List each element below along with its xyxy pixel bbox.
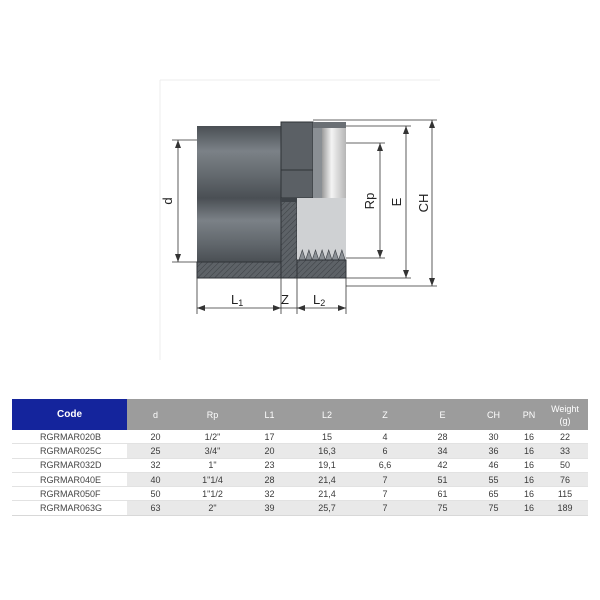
cell-ch: 65 xyxy=(471,487,516,501)
cell-code: RGRMAR050F xyxy=(12,487,127,501)
table-row xyxy=(12,444,588,458)
cell-l2: 25,7 xyxy=(298,501,356,515)
cell-e: 28 xyxy=(414,430,471,444)
label-rp: Rp xyxy=(362,192,377,210)
metal-section xyxy=(297,260,346,278)
cell-weight: 50 xyxy=(542,458,588,472)
cell-e: 34 xyxy=(414,444,471,458)
header-ch: CH xyxy=(471,399,516,430)
cell-l2: 19,1 xyxy=(298,458,356,472)
table-row xyxy=(12,501,588,515)
dimension-d xyxy=(172,140,197,262)
cell-pn: 16 xyxy=(516,458,542,472)
cell-ch: 30 xyxy=(471,430,516,444)
cell-weight: 76 xyxy=(542,472,588,486)
label-ch: CH xyxy=(416,193,431,213)
cell-l1: 28 xyxy=(241,472,298,486)
cell-d: 63 xyxy=(127,501,184,515)
cell-rp: 2" xyxy=(184,501,241,515)
metal-insert-cap xyxy=(313,122,346,128)
header-code: Code xyxy=(12,399,127,430)
fitting-body xyxy=(197,122,346,278)
cell-weight: 115 xyxy=(542,487,588,501)
cell-l1: 23 xyxy=(241,458,298,472)
cell-d: 25 xyxy=(127,444,184,458)
metal-insert-shine xyxy=(322,126,346,198)
table-row xyxy=(12,430,588,444)
cell-l2: 21,4 xyxy=(298,487,356,501)
socket-body-upper xyxy=(197,126,281,198)
threaded-bore xyxy=(297,198,346,260)
cell-d: 40 xyxy=(127,472,184,486)
cell-code: RGRMAR020B xyxy=(12,430,127,444)
cell-weight: 33 xyxy=(542,444,588,458)
cell-z: 6 xyxy=(356,444,414,458)
cell-weight: 189 xyxy=(542,501,588,515)
cell-pn: 16 xyxy=(516,501,542,515)
cell-d: 32 xyxy=(127,458,184,472)
cell-l2: 15 xyxy=(298,430,356,444)
label-z: Z xyxy=(281,292,289,307)
cell-pn: 16 xyxy=(516,444,542,458)
cell-z: 6,6 xyxy=(356,458,414,472)
header-pn: PN xyxy=(516,399,542,430)
header-l1: L1 xyxy=(241,399,298,430)
header-rp: Rp xyxy=(184,399,241,430)
label-l2: L2 xyxy=(313,292,326,308)
cell-z: 7 xyxy=(356,501,414,515)
cell-z: 7 xyxy=(356,472,414,486)
socket-bore xyxy=(197,198,281,262)
cell-code: RGRMAR063G xyxy=(12,501,127,515)
label-d: d xyxy=(160,197,175,205)
table-row xyxy=(12,472,588,486)
cell-e: 61 xyxy=(414,487,471,501)
cell-weight: 22 xyxy=(542,430,588,444)
cell-code: RGRMAR032D xyxy=(12,458,127,472)
cell-pn: 16 xyxy=(516,487,542,501)
header-z: Z xyxy=(356,399,414,430)
cell-z: 7 xyxy=(356,487,414,501)
cell-l1: 17 xyxy=(241,430,298,444)
cell-ch: 46 xyxy=(471,458,516,472)
table-row xyxy=(12,487,588,501)
hex-nut-upper xyxy=(281,122,313,198)
cell-d: 50 xyxy=(127,487,184,501)
header-l2: L2 xyxy=(298,399,356,430)
specs-table xyxy=(12,399,588,516)
dimension-bottom xyxy=(197,278,346,314)
cell-pn: 16 xyxy=(516,472,542,486)
cell-l1: 20 xyxy=(241,444,298,458)
label-l1: L1 xyxy=(231,292,244,308)
cell-l2: 16,3 xyxy=(298,444,356,458)
cell-l1: 39 xyxy=(241,501,298,515)
cell-ch: 55 xyxy=(471,472,516,486)
cell-e: 51 xyxy=(414,472,471,486)
cell-rp: 1"1/2 xyxy=(184,487,241,501)
table-header-row xyxy=(12,399,588,430)
cell-e: 42 xyxy=(414,458,471,472)
hex-section xyxy=(281,198,297,278)
cell-pn: 16 xyxy=(516,430,542,444)
label-e: E xyxy=(389,197,404,207)
cell-l1: 32 xyxy=(241,487,298,501)
cell-rp: 1"1/4 xyxy=(184,472,241,486)
cell-z: 4 xyxy=(356,430,414,444)
cell-code: RGRMAR025C xyxy=(12,444,127,458)
cell-ch: 75 xyxy=(471,501,516,515)
cell-code: RGRMAR040E xyxy=(12,472,127,486)
header-weight-line2: (g) xyxy=(559,415,571,426)
cell-rp: 1/2" xyxy=(184,430,241,444)
cell-l2: 21,4 xyxy=(298,472,356,486)
socket-wall-section xyxy=(197,262,281,278)
cell-rp: 3/4" xyxy=(184,444,241,458)
cell-e: 75 xyxy=(414,501,471,515)
header-e: E xyxy=(414,399,471,430)
cell-d: 20 xyxy=(127,430,184,444)
table-row xyxy=(12,458,588,472)
header-weight-line1: Weight xyxy=(551,403,579,414)
header-weight xyxy=(542,399,588,430)
cell-ch: 36 xyxy=(471,444,516,458)
hex-lower xyxy=(281,198,297,202)
cell-rp: 1" xyxy=(184,458,241,472)
header-d: d xyxy=(127,399,184,430)
